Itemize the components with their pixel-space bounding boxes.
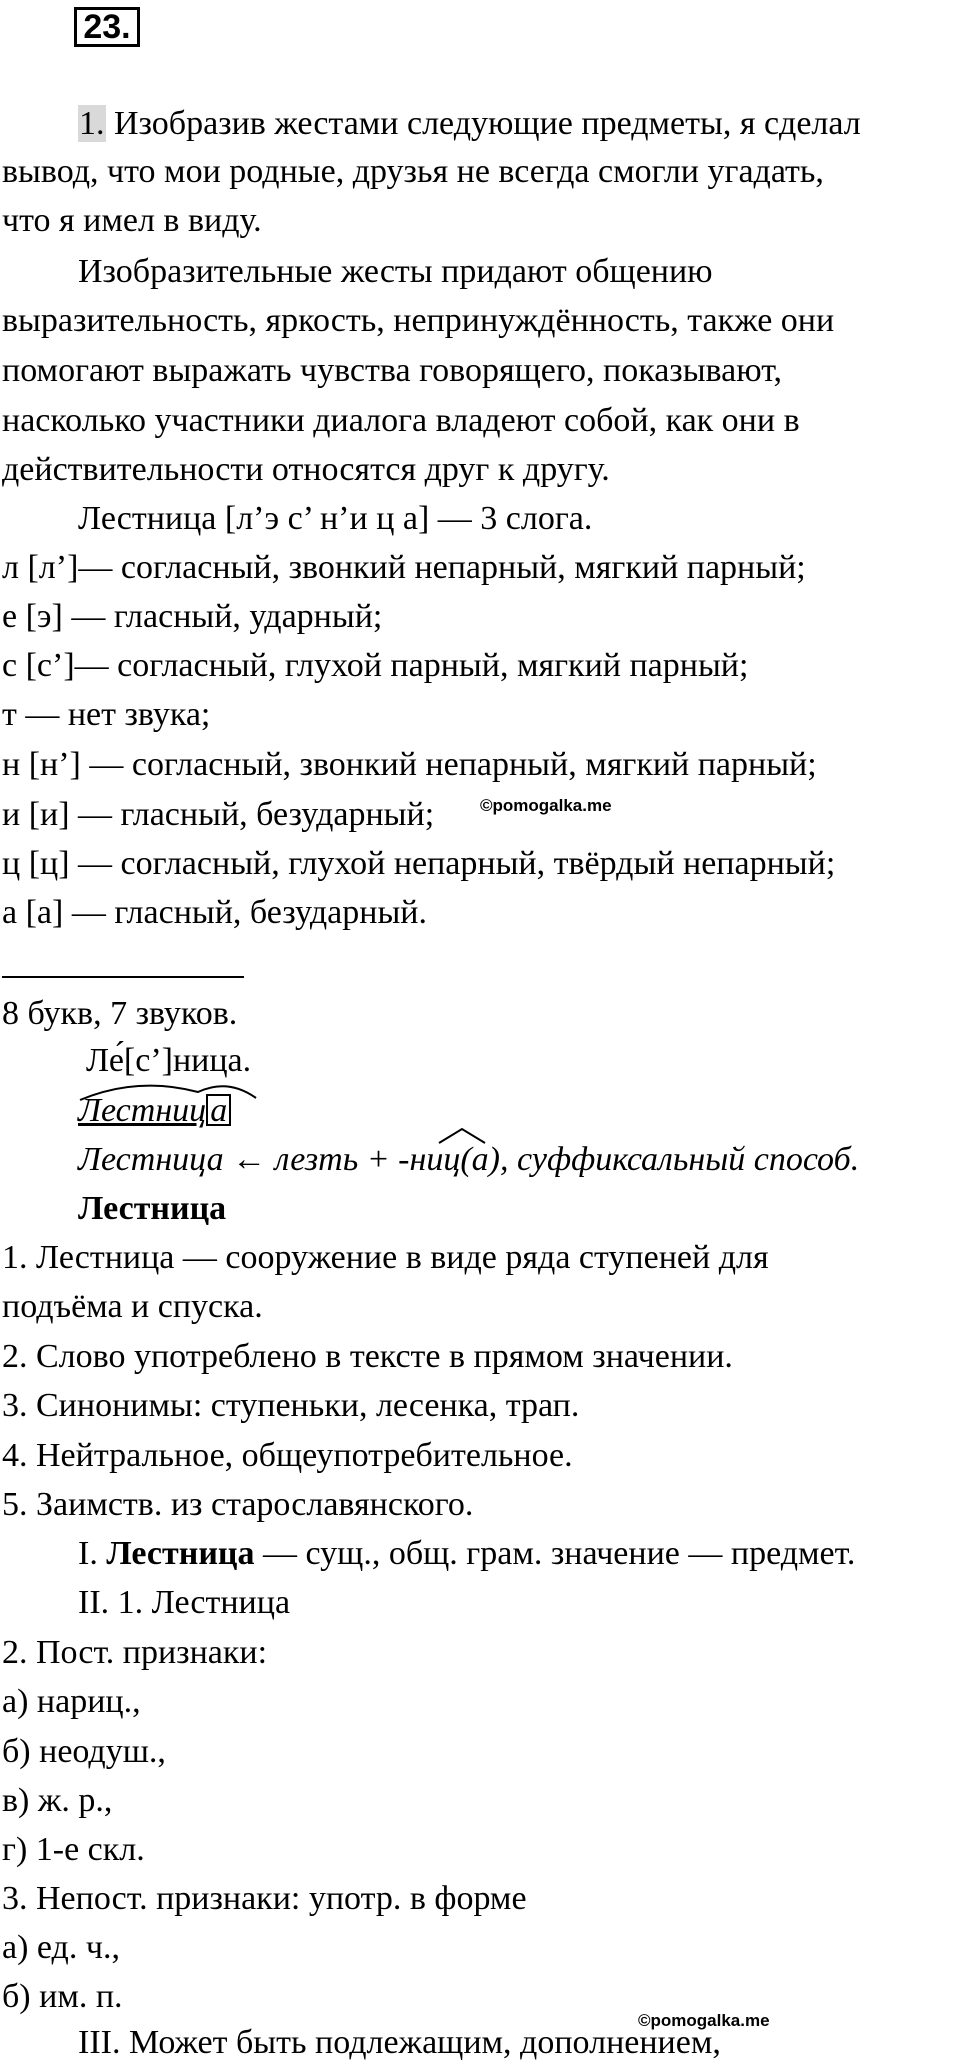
word-formation-line: Лестница ← лезть + -ниц(а), суффиксальный способ. [78,1141,860,1178]
morphological-line: 2. Пост. признаки: [2,1634,268,1671]
morphological-line: б) неодуш., [2,1733,166,1770]
item-number: 1. [79,105,105,142]
phonetic-line: е [э] — гласный, ударный; [2,598,383,635]
morphological-line: б) им. п. [2,1978,123,2015]
lexical-line: подъёма и спуска. [2,1288,263,1325]
lexical-line: 1. Лестница — сооружение в виде ряда ступеней для [2,1239,769,1276]
paragraph-line: насколько участники диалога владеют собой, как они в [2,402,800,439]
morphological-line: г) 1-е скл. [2,1831,145,1868]
suffix: ниц [409,1141,461,1178]
phonetic-line: и [и] — гласный, безударный; [2,796,435,833]
paragraph-line: помогают выражать чувства говорящего, показывают, [2,352,783,389]
morphological-line: II. 1. Лестница [78,1584,291,1621]
paragraph-line: Изобразительные жесты придают общению [78,253,713,290]
paragraph-line: вывод, что мои родные, друзья не всегда смогли угадать, [2,153,824,190]
separator-line [2,976,244,978]
morphological-line: а) ед. ч., [2,1929,120,1966]
paragraph-line: что я имел в виду. [2,202,262,239]
morphological-line: 3. Непост. признаки: употр. в форме [2,1880,527,1917]
lexical-line: 3. Синонимы: ступеньки, лесенка, трап. [2,1387,580,1424]
lexical-line: 4. Нейтральное, общеупотребительное. [2,1437,573,1474]
phonetic-transcription: Лестница [л’э с’ н’и ц а] — 3 слога. [78,500,593,537]
stress-line: Ле́[с’]ница. [86,1042,252,1079]
morphological-line: в) ж. р., [2,1782,113,1819]
watermark: ©pomogalka.me [480,796,612,815]
morphological-line: а) нариц., [2,1683,141,1720]
lexical-line: 2. Слово употреблено в тексте в прямом значении. [2,1338,733,1375]
morphological-line: I. Лестница — сущ., общ. грам. значение — предмет. [78,1535,856,1572]
task-number-badge: 23. [74,7,140,47]
phonetic-line: н [н’] — согласный, звонкий непарный, мягкий парный; [2,746,817,783]
phonetic-line: а [а] — гласный, безударный. [2,894,427,931]
word-stem: Лестниц [78,1092,207,1129]
phonetic-line: ц [ц] — согласный, глухой непарный, твёрдый непарный; [2,845,836,882]
paragraph-line: 1. Изобразив жестами следующие предметы, я сделал [79,105,861,142]
morphological-line: III. Может быть подлежащим, дополнением, [78,2024,721,2061]
paragraph-line: действительности относятся друг к другу. [2,451,610,488]
letters-sounds-count: 8 букв, 7 звуков. [2,995,238,1032]
word-ending: а [206,1094,231,1126]
section-heading: Лестница [78,1190,227,1227]
paragraph-line: выразительность, яркость, непринуждённость, также они [2,302,835,339]
watermark: ©pomogalka.me [638,2011,770,2030]
phonetic-line: т — нет звука; [2,696,211,733]
morphemic-parse [78,1091,231,1131]
phonetic-line: с [с’]— согласный, глухой парный, мягкий парный; [2,647,749,684]
phonetic-line: л [л’]— согласный, звонкий непарный, мягкий парный; [2,549,806,586]
lexical-line: 5. Заимств. из старославянского. [2,1486,474,1523]
